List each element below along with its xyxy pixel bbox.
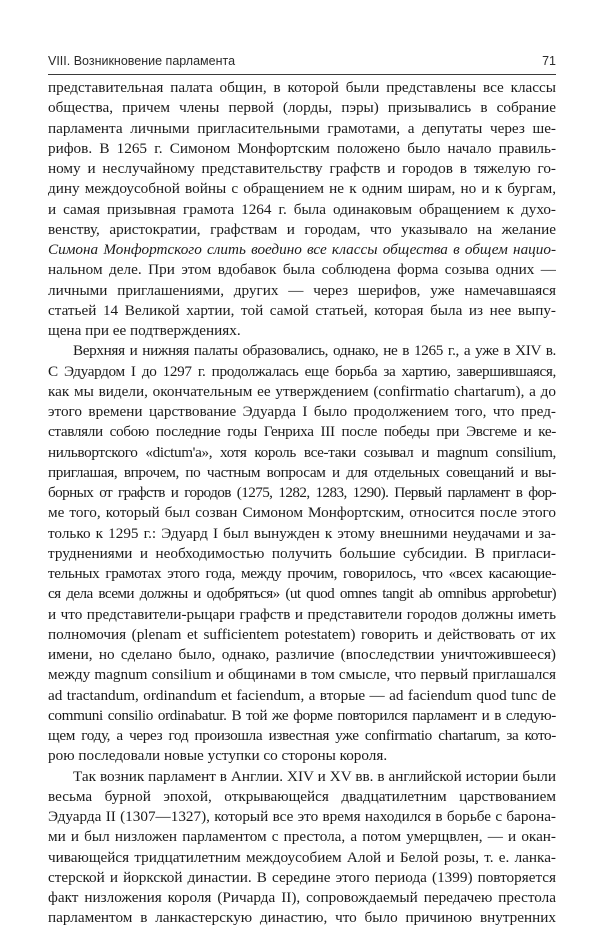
text-line: Эдуарда II (1307—1327), который все это время находился в борьбе с барона-	[48, 808, 556, 825]
chapter-title: VIII. Возникновение парламента	[48, 54, 236, 68]
text-line: стерской и йоркской династии. В середине этого периода (1399) повторяется	[48, 868, 556, 886]
text-line: и что представители-рыцари графств и представители городов должны иметь	[48, 605, 556, 623]
text-line: и самая призывная грамота 1264 г. была одинаковым обращением к духо-	[48, 200, 556, 218]
text-line: Верхняя и нижняя палаты образовались, однако, не в 1265 г., а уже в XIV в.	[73, 342, 556, 360]
text-line: факт низложения короля (Ричарда II), сопровождаемый передачею престола	[48, 889, 556, 906]
text-line: чивающейся тридцатилетним междоусобием Алой и Белой розы, т. е. ланка-	[48, 848, 556, 866]
text-line: парламента личными пригласительными грамотами, а депутаты через ше-	[48, 119, 556, 137]
text-line: С Эдуардом I до 1297 г. продолжалась еще борьба за хартию, завершившаяся,	[48, 362, 556, 380]
text-line: нильвортского «dictum'а», хотя король все-таки созывал и magnum consilium,	[48, 443, 556, 461]
text-line: между magnum consilium и общинами в том смысле, что первый приглашался	[48, 666, 556, 684]
text-line: ному и неслучайному представительству графств и городов в тяжелую го-	[48, 160, 556, 177]
text-line: только к 1295 г.: Эдуард I был вынужден к этому внешними неудачами и за-	[48, 524, 556, 542]
text-line: Так возник парламент в Англии. XIV и XV вв. в английской истории были	[73, 767, 556, 785]
text-line: как мы видели, окончательным ее утверждением (confirmatio chartarum), а до	[48, 382, 556, 400]
text-line: щем году, а через год произошла известная уже confirmatio chartarum, за кото-	[48, 727, 556, 744]
body-text	[48, 78, 556, 929]
page-number: 71	[542, 54, 556, 68]
text-line: Симона Монфортского слить воедино все классы общества в общем нацио-	[48, 241, 556, 258]
text-line: личными приглашениями, других — через шерифов, уже намечавшаяся	[48, 281, 556, 299]
text-line: полномочия (plenam et sufficientem potestatem) говорить и действовать от их	[48, 625, 556, 643]
text-line: весьма бурной эпохой, открывающейся двадцатилетним царствованием	[48, 787, 556, 805]
text-line: труднениями и необходимостью получить большие субсидии. В приглаcи-	[48, 544, 556, 562]
text-line: парламентом в ланкастерскую династию, что было причиною внутренних	[48, 909, 556, 927]
text-line: ме того, который был созван Симоном Монфортским, относится после этого	[48, 504, 556, 522]
running-head	[48, 50, 556, 74]
text-line: приглашая, впрочем, по частным вопросам и для отдельных совещаний и вы-	[48, 463, 556, 481]
text-line: щена при ее подтверждениях.	[48, 322, 241, 339]
text-line: общества, причем члены первой (лорды, пэры) призывались в собрание	[48, 99, 556, 117]
text-line: ставляли собою последние годы Генриха III после победы при Эвсгеме и ке-	[48, 423, 556, 441]
header-rule	[48, 74, 556, 75]
text-line: нальном деле. При этом вдобавок была соблюдена форма созыва одних —	[48, 261, 556, 279]
text-line: имени, но сделано было, однако, различие (впоследствии уничтожившееся)	[48, 646, 556, 663]
text-line: рифов. В 1265 г. Симоном Монфортским положено было начало правиль-	[48, 139, 556, 157]
text-line: ad tractandum, ordinandum et faciendum, а вторые — ad faciendum quod tunc de	[48, 686, 556, 704]
text-line: борных от графств и городов (1275, 1282, 1283, 1290). Первый парламент в фор-	[48, 484, 556, 501]
text-line: communi consilio ordinabatur. В той же форме повторился парламент и в следую-	[48, 706, 556, 724]
text-line: ми и был низложен парламентом с престола, а потом умерщвлен, — и окан-	[48, 828, 556, 846]
text-line: статьей 14 Великой хартии, той самой статьей, которая была из нее выпу-	[48, 301, 556, 319]
text-line: рою последовали новые уступки со стороны короля.	[48, 747, 388, 765]
text-line: дину междоусобной войны с обращением не к одним ширам, но и к бургам,	[48, 180, 556, 198]
text-line: венству, аристократии, графствам и городам, что указывало на желание	[48, 220, 556, 238]
text-line: представительная палата общин, в которой были представлены все классы	[48, 79, 556, 96]
text-line: ся дела всеми должны и одобряться» (ut quod omnes tangit ab omnibus approbetur)	[48, 585, 556, 603]
text-line: этого времени царствование Эдуарда I было продолжением того, что пред-	[48, 403, 556, 420]
text-line: тельных грамотах этого года, между прочим, говорилось, что «всех касающие-	[48, 565, 556, 582]
